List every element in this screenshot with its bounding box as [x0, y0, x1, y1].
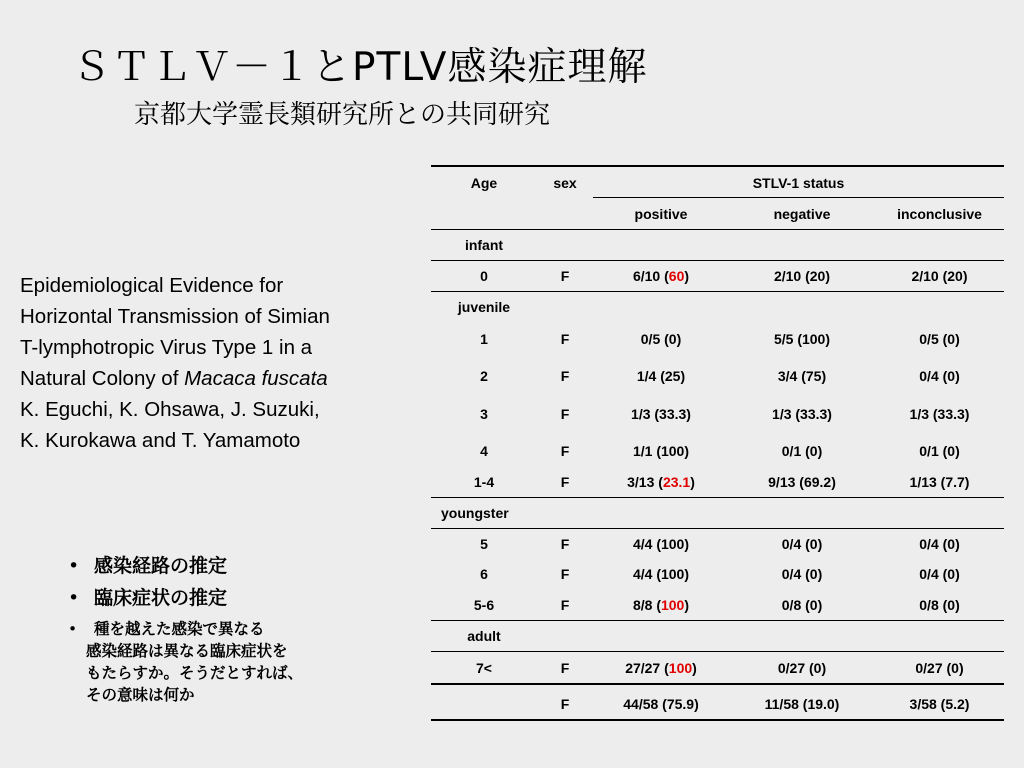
header-stlv1-status: STLV-1 status [752, 175, 845, 191]
table-row [431, 435, 1004, 467]
cell-positive: 4/4 (100) [632, 566, 690, 582]
cell-age: 7< [476, 659, 492, 676]
table-total-row [431, 688, 1004, 720]
bullet-text: 種を越えた感染で異なる [94, 620, 265, 638]
cell-inconclusive: 0/8 (0) [919, 596, 960, 613]
cell-text: ) [684, 268, 690, 284]
cell-text: ) [690, 474, 695, 490]
group-label: youngster [441, 505, 509, 521]
cell-sex: F [560, 696, 570, 712]
bullet-text: 感染経路は異なる臨床症状を [86, 642, 288, 660]
cell-negative: 11/58 (19.0) [764, 696, 840, 712]
cell-negative: 0/1 (0) [781, 443, 823, 459]
cell-sex: F [560, 536, 570, 552]
citation-text: Natural Colony of [20, 367, 185, 390]
cell-text: 3/13 ( [627, 474, 663, 490]
header-positive: positive [634, 206, 688, 222]
group-row [431, 498, 1004, 528]
cell-inconclusive: 3/58 (5.2) [909, 696, 970, 712]
cell-negative: 5/5 (100) [773, 330, 831, 347]
cell-sex: F [560, 566, 570, 582]
table-header-row [431, 167, 1004, 199]
cell-negative: 2/10 (20) [773, 268, 831, 284]
cell-sex: F [560, 268, 570, 284]
table-bottom-rule [431, 719, 1004, 721]
cell-positive: 1/1 (100) [632, 443, 690, 459]
species-name: Macaca fuscata [184, 367, 328, 390]
cell-positive: 1/3 (33.3) [631, 406, 691, 422]
cell-inconclusive: 0/4 (0) [919, 368, 960, 384]
cell-positive: 44/58 (75.9) [623, 696, 699, 712]
group-label: juvenile [457, 299, 511, 315]
cell-inconclusive: 2/10 (20) [911, 268, 968, 284]
cell-sex: F [560, 406, 570, 422]
cell-age: 5 [480, 536, 488, 552]
cell-positive: 4/4 (100) [632, 536, 690, 552]
table-row [431, 529, 1004, 559]
cell-sex: F [560, 659, 570, 676]
cell-inconclusive: 0/5 (0) [919, 330, 960, 347]
cell-positive [593, 261, 729, 291]
table-total-rule [431, 683, 1004, 685]
cell-age: 1-4 [473, 474, 495, 490]
cell-sex: F [560, 443, 570, 459]
group-label: adult [467, 628, 501, 644]
table-row [431, 589, 1004, 620]
table-row [431, 559, 1004, 589]
cell-age [431, 688, 537, 720]
cell-age: 1 [480, 330, 488, 347]
header-inconclusive: inconclusive [897, 206, 982, 222]
cell-text: ) [692, 659, 697, 676]
group-row [431, 621, 1004, 651]
cell-age: 4 [480, 443, 488, 459]
cell-inconclusive: 0/27 (0) [915, 659, 964, 676]
cell-inconclusive: 1/13 (7.7) [909, 474, 970, 490]
cell-positive: 0/5 (0) [640, 330, 682, 347]
header-sex: sex [553, 175, 577, 191]
cell-age: 5-6 [473, 596, 495, 613]
citation-authors: K. Kurokawa and T. Yamamoto [20, 429, 301, 452]
bullet-item [68, 582, 303, 614]
table-row [431, 467, 1004, 497]
table-subheader-row [431, 198, 1004, 230]
cell-age: 3 [480, 406, 488, 422]
citation-authors: K. Eguchi, K. Ohsawa, J. Suzuki, [20, 398, 320, 421]
cell-inconclusive: 1/3 (33.3) [909, 406, 970, 422]
cell-negative: 0/4 (0) [781, 566, 823, 582]
bullet-text: 臨床症状の推定 [94, 587, 228, 609]
cell-sex: F [560, 474, 570, 490]
cell-negative: 1/3 (33.3) [772, 406, 832, 422]
cell-negative: 0/27 (0) [777, 659, 827, 676]
cell-age: 0 [480, 268, 488, 284]
bullet-text: その意味は何か [86, 686, 195, 704]
bullet-item [68, 550, 303, 582]
group-row [431, 292, 1004, 322]
table-row [431, 652, 1004, 683]
cell-positive: 1/4 (25) [636, 368, 686, 384]
bullet-dot-icon: • [68, 587, 80, 609]
table-row [431, 261, 1004, 291]
header-negative: negative [773, 206, 831, 222]
bullet-item [68, 618, 303, 706]
cell-positive [593, 652, 729, 683]
cell-inconclusive: 0/4 (0) [919, 536, 960, 552]
cell-positive [593, 467, 729, 497]
highlight-value: 23.1 [662, 474, 691, 490]
group-row [431, 230, 1004, 260]
highlight-value: 60 [668, 268, 685, 284]
header-age: Age [470, 175, 498, 191]
bullet-dot-icon: • [68, 620, 78, 638]
slide-subtitle: 京都大学霊長類研究所との共同研究 [134, 100, 551, 130]
bullet-text: もたらすか。そうだとすれば、 [86, 664, 304, 682]
citation-line [20, 363, 420, 394]
cell-sex: F [560, 596, 570, 613]
group-label: infant [464, 237, 504, 253]
citation-line: Epidemiological Evidence for [20, 274, 284, 297]
cell-negative: 3/4 (75) [777, 368, 827, 384]
cell-inconclusive: 0/1 (0) [919, 443, 960, 459]
slide-title: ＳＴＬＶ－１とPTLV感染症理解 [72, 45, 648, 90]
cell-positive [593, 589, 729, 620]
cell-text: 27/27 ( [625, 659, 669, 676]
table-row [431, 358, 1004, 394]
table-row [431, 322, 1004, 355]
highlight-value: 100 [668, 659, 693, 676]
cell-text: ) [684, 596, 690, 613]
table-row [431, 396, 1004, 432]
citation-line: Horizontal Transmission of Simian [20, 305, 330, 328]
highlight-value: 100 [660, 596, 685, 613]
cell-negative: 0/8 (0) [781, 596, 823, 613]
cell-text: 8/8 ( [632, 596, 661, 613]
bullet-list [68, 550, 303, 706]
citation-line: T-lymphotropic Virus Type 1 in a [20, 336, 313, 359]
cell-sex: F [560, 368, 570, 384]
cell-negative: 9/13 (69.2) [768, 474, 836, 490]
paper-citation [20, 270, 420, 456]
bullet-dot-icon: • [68, 555, 80, 577]
cell-sex: F [560, 330, 570, 347]
bullet-text: 感染経路の推定 [94, 555, 228, 577]
cell-age: 6 [480, 566, 488, 582]
cell-negative: 0/4 (0) [781, 536, 823, 552]
cell-inconclusive: 0/4 (0) [919, 566, 960, 582]
cell-age: 2 [480, 368, 488, 384]
cell-text: 6/10 ( [632, 268, 669, 284]
